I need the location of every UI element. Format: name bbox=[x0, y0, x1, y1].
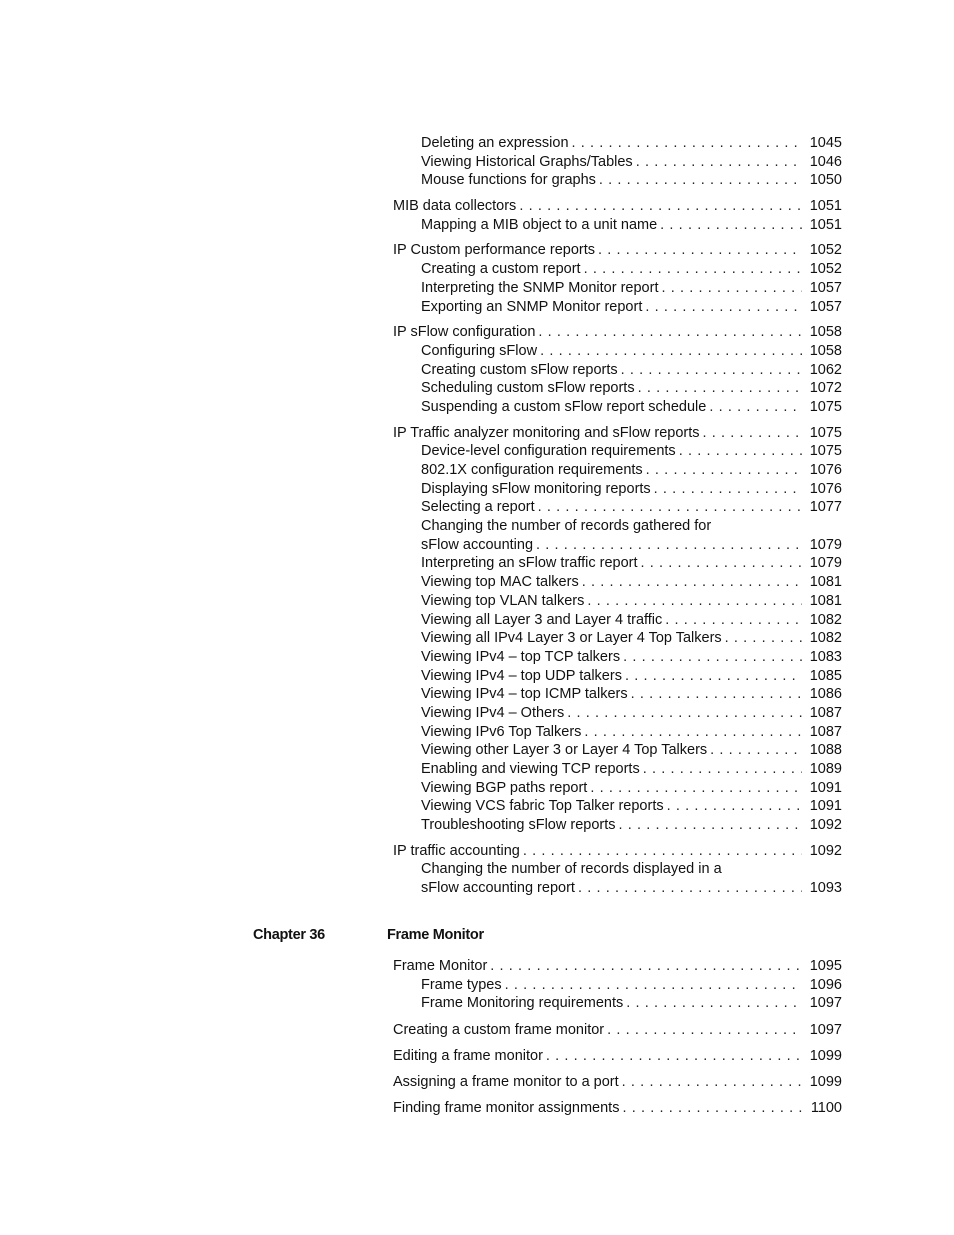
dot-leader bbox=[641, 554, 802, 573]
toc-entry-title[interactable]: Viewing IPv6 Top Talkers bbox=[421, 723, 582, 740]
dot-leader bbox=[643, 760, 802, 779]
toc-page-number[interactable]: 1079 bbox=[809, 536, 842, 553]
toc-entry-title-wrapped-line[interactable]: Changing the number of records gathered for bbox=[421, 518, 712, 535]
toc-page-number[interactable]: 1045 bbox=[809, 135, 842, 151]
toc-entry-title[interactable]: Mouse functions for graphs bbox=[421, 172, 596, 189]
toc-entry-title[interactable]: Viewing all IPv4 Layer 3 or Layer 4 Top Talkers bbox=[421, 630, 722, 647]
chapter-title[interactable]: Frame Monitor bbox=[387, 927, 484, 943]
toc-page-number[interactable]: 1057 bbox=[809, 279, 842, 296]
toc-entry-title[interactable]: Creating custom sFlow reports bbox=[421, 361, 618, 378]
dot-leader bbox=[660, 216, 802, 235]
toc-page-number[interactable]: 1075 bbox=[809, 443, 842, 460]
toc-page-number[interactable]: 1075 bbox=[809, 424, 842, 441]
toc-page-number[interactable]: 1052 bbox=[809, 261, 842, 278]
toc-subentry[interactable] bbox=[393, 723, 842, 742]
toc-page-number[interactable]: 1097 bbox=[809, 995, 842, 1012]
toc-subentry[interactable] bbox=[393, 153, 842, 172]
toc-subentry[interactable] bbox=[393, 592, 842, 611]
dot-leader bbox=[567, 704, 802, 723]
toc-entry-title[interactable]: Viewing BGP paths report bbox=[421, 779, 588, 796]
toc-subentry[interactable] bbox=[393, 976, 842, 995]
toc-subentry[interactable] bbox=[393, 134, 842, 153]
toc-entry[interactable] bbox=[393, 424, 842, 443]
dot-leader bbox=[665, 611, 802, 630]
toc-page-number[interactable]: 1087 bbox=[809, 704, 842, 721]
dot-leader bbox=[646, 461, 802, 480]
toc-page-number[interactable]: 1050 bbox=[809, 172, 842, 189]
toc-entry-title[interactable]: Viewing IPv4 – top UDP talkers bbox=[421, 667, 622, 684]
toc-entry-title[interactable]: Scheduling custom sFlow reports bbox=[421, 380, 635, 397]
dot-leader bbox=[703, 424, 802, 443]
toc-subentry[interactable] bbox=[393, 648, 842, 667]
toc-entry-title[interactable]: Selecting a report bbox=[421, 499, 535, 516]
toc-page-number[interactable]: 1085 bbox=[809, 667, 842, 684]
toc-subentry[interactable] bbox=[393, 704, 842, 723]
toc-subentry[interactable] bbox=[393, 741, 842, 760]
toc-page-number[interactable]: 1091 bbox=[809, 779, 842, 796]
toc-subentry[interactable] bbox=[393, 171, 842, 190]
dot-leader bbox=[631, 685, 802, 704]
toc-subentry[interactable] bbox=[393, 260, 842, 279]
dot-leader bbox=[505, 976, 802, 995]
toc-group bbox=[393, 134, 842, 190]
toc-subentry[interactable] bbox=[393, 461, 842, 480]
toc-entry-title[interactable]: Enabling and viewing TCP reports bbox=[421, 761, 640, 777]
toc-entry-title[interactable]: Creating a custom frame monitor bbox=[393, 1021, 605, 1038]
toc-entry[interactable] bbox=[393, 1047, 842, 1066]
toc-entry-title[interactable]: Interpreting the SNMP Monitor report bbox=[421, 279, 659, 296]
toc-entry-title[interactable]: Troubleshooting sFlow reports bbox=[421, 817, 616, 834]
toc-entry-title[interactable]: IP Traffic analyzer monitoring and sFlow reports bbox=[393, 424, 700, 441]
toc-entry-title[interactable]: 802.1X configuration requirements bbox=[421, 462, 643, 478]
toc-group bbox=[393, 424, 842, 835]
dot-leader bbox=[626, 994, 802, 1013]
toc-page-number[interactable]: 1051 bbox=[809, 216, 842, 233]
toc-page-number[interactable]: 1057 bbox=[809, 298, 842, 315]
toc-entry-title[interactable]: Viewing all Layer 3 and Layer 4 traffic bbox=[421, 611, 663, 628]
toc-group bbox=[393, 197, 842, 234]
toc-entry-title[interactable]: Frame types bbox=[421, 976, 502, 993]
toc-group bbox=[393, 323, 842, 416]
toc-entry-title[interactable]: IP sFlow configuration bbox=[393, 324, 536, 341]
toc-entry-title[interactable]: sFlow accounting report bbox=[421, 880, 575, 897]
dot-leader bbox=[619, 816, 803, 835]
dot-leader bbox=[538, 498, 802, 517]
toc-subentry[interactable] bbox=[393, 361, 842, 380]
toc-entry-title[interactable]: Viewing top MAC talkers bbox=[421, 574, 579, 591]
dot-leader bbox=[623, 648, 802, 667]
toc-page-number[interactable]: 1097 bbox=[809, 1021, 842, 1038]
dot-leader bbox=[621, 361, 802, 380]
toc-entry-title[interactable]: Editing a frame monitor bbox=[393, 1047, 543, 1064]
dot-leader bbox=[638, 379, 802, 398]
dot-leader bbox=[710, 741, 802, 760]
toc-subentry[interactable] bbox=[393, 797, 842, 816]
toc-subentry[interactable] bbox=[393, 554, 842, 573]
toc-page-number[interactable]: 1081 bbox=[809, 574, 842, 591]
toc-page-number[interactable]: 1082 bbox=[809, 611, 842, 628]
toc-entry-title[interactable]: Mapping a MIB object to a unit name bbox=[421, 216, 658, 233]
toc-group bbox=[393, 1099, 842, 1118]
toc-page-number[interactable]: 1077 bbox=[809, 499, 842, 516]
toc-subentry[interactable] bbox=[393, 779, 842, 798]
toc-group bbox=[393, 957, 842, 1013]
toc-page-number[interactable]: 1093 bbox=[809, 880, 842, 897]
toc-subentry[interactable] bbox=[393, 342, 842, 361]
toc-entry-title[interactable]: sFlow accounting bbox=[421, 536, 534, 553]
toc-subentry[interactable] bbox=[393, 816, 842, 835]
dot-leader bbox=[490, 957, 802, 976]
toc-section-chapter-36 bbox=[393, 957, 842, 1125]
toc-group bbox=[393, 1047, 842, 1066]
toc-entry-title[interactable]: Viewing IPv4 – Others bbox=[421, 704, 565, 721]
toc-entry-title[interactable]: Finding frame monitor assignments bbox=[393, 1100, 620, 1117]
toc-page-number[interactable]: 1099 bbox=[809, 1073, 842, 1090]
toc-page-number[interactable]: 1092 bbox=[809, 842, 842, 859]
toc-page-number[interactable]: 1046 bbox=[809, 153, 842, 170]
toc-page-number[interactable]: 1052 bbox=[809, 242, 842, 259]
toc-entry-title[interactable]: Assigning a frame monitor to a port bbox=[393, 1073, 619, 1090]
toc-subentry[interactable] bbox=[393, 879, 842, 898]
dot-leader bbox=[572, 134, 802, 153]
toc-page-number[interactable]: 1058 bbox=[809, 342, 842, 359]
toc-entry-title[interactable]: Creating a custom report bbox=[421, 261, 581, 278]
dot-leader bbox=[590, 779, 802, 798]
toc-entry-title[interactable]: IP traffic accounting bbox=[393, 842, 520, 859]
toc-page-number[interactable]: 1058 bbox=[809, 324, 842, 341]
toc-page-number[interactable]: 1072 bbox=[809, 380, 842, 397]
toc-entry-title[interactable]: IP Custom performance reports bbox=[393, 242, 596, 259]
dot-leader bbox=[540, 342, 802, 361]
toc-entry-title[interactable]: Viewing VCS fabric Top Talker reports bbox=[421, 798, 664, 815]
dot-leader bbox=[661, 279, 802, 298]
dot-leader bbox=[625, 667, 802, 686]
toc-entry-title[interactable]: Exporting an SNMP Monitor report bbox=[421, 298, 643, 315]
toc-subentry[interactable] bbox=[393, 279, 842, 298]
dot-leader bbox=[584, 260, 802, 279]
toc-subentry[interactable] bbox=[393, 379, 842, 398]
toc-entry[interactable] bbox=[393, 957, 842, 976]
toc-group bbox=[393, 241, 842, 316]
toc-entry[interactable] bbox=[393, 323, 842, 342]
toc-subentry[interactable] bbox=[393, 442, 842, 461]
toc-entry[interactable] bbox=[393, 197, 842, 216]
dot-leader bbox=[538, 323, 802, 342]
toc-entry-title-wrapped-line[interactable]: Changing the number of records displayed in a bbox=[421, 861, 722, 878]
toc-page-number[interactable]: 1082 bbox=[809, 630, 842, 647]
toc-subentry[interactable] bbox=[393, 216, 842, 235]
toc-entry[interactable] bbox=[393, 1073, 842, 1092]
toc-entry[interactable] bbox=[393, 241, 842, 260]
dot-leader bbox=[636, 153, 802, 172]
toc-entry-title[interactable]: Suspending a custom sFlow report schedule bbox=[421, 398, 707, 415]
toc-subentry[interactable] bbox=[393, 685, 842, 704]
dot-leader bbox=[709, 398, 802, 417]
dot-leader bbox=[519, 197, 802, 216]
toc-page-number[interactable]: 1086 bbox=[809, 686, 842, 703]
toc-subentry[interactable] bbox=[393, 760, 842, 779]
chapter-label: Chapter 36 bbox=[253, 927, 325, 943]
toc-entry-title[interactable]: Viewing Historical Graphs/Tables bbox=[421, 153, 633, 170]
toc-subentry[interactable] bbox=[393, 629, 842, 648]
toc-page-number[interactable]: 1100 bbox=[810, 1100, 842, 1117]
toc-page-number[interactable]: 1096 bbox=[809, 976, 842, 993]
toc-page-number[interactable]: 1092 bbox=[809, 817, 842, 834]
dot-leader bbox=[679, 442, 802, 461]
toc-subentry[interactable] bbox=[393, 994, 842, 1013]
dot-leader bbox=[725, 629, 802, 648]
toc-entry-title[interactable]: Displaying sFlow monitoring reports bbox=[421, 480, 651, 497]
dot-leader bbox=[607, 1021, 802, 1040]
toc-entry-title[interactable]: Interpreting an sFlow traffic report bbox=[421, 555, 638, 572]
toc-entry-title[interactable]: Viewing top VLAN talkers bbox=[421, 592, 585, 609]
toc-page-number[interactable]: 1099 bbox=[809, 1047, 842, 1064]
toc-page-number[interactable]: 1095 bbox=[809, 958, 842, 974]
toc-subentry[interactable] bbox=[393, 298, 842, 317]
toc-group bbox=[393, 1021, 842, 1040]
toc-entry-title[interactable]: Device-level configuration requirements bbox=[421, 443, 676, 460]
toc-subentry[interactable] bbox=[393, 498, 842, 517]
dot-leader bbox=[582, 573, 802, 592]
toc-page-number[interactable]: 1088 bbox=[809, 742, 842, 759]
chapter-heading bbox=[253, 927, 853, 947]
dot-leader bbox=[622, 1099, 802, 1118]
dot-leader bbox=[584, 723, 802, 742]
dot-leader bbox=[523, 842, 802, 861]
toc-page-number[interactable]: 1062 bbox=[809, 361, 842, 378]
toc-page-number[interactable]: 1076 bbox=[809, 462, 842, 478]
dot-leader bbox=[667, 797, 802, 816]
toc-subentry[interactable] bbox=[393, 480, 842, 499]
toc-entry-title[interactable]: Viewing other Layer 3 or Layer 4 Top Talkers bbox=[421, 742, 708, 759]
dot-leader bbox=[546, 1047, 802, 1066]
toc-subentry[interactable] bbox=[393, 536, 842, 555]
toc-subentry[interactable] bbox=[393, 398, 842, 417]
toc-page-number[interactable]: 1076 bbox=[809, 480, 842, 497]
toc-entry[interactable] bbox=[393, 842, 842, 861]
toc-entry-title[interactable]: Frame Monitor bbox=[393, 958, 488, 974]
toc-page-number[interactable]: 1091 bbox=[809, 798, 842, 815]
toc-page-number[interactable]: 1083 bbox=[809, 648, 842, 665]
toc-entry-title[interactable]: Viewing IPv4 – top TCP talkers bbox=[421, 648, 621, 665]
dot-leader bbox=[599, 171, 802, 190]
toc-entry-title[interactable]: Configuring sFlow bbox=[421, 342, 538, 359]
toc-entry-title[interactable]: MIB data collectors bbox=[393, 198, 517, 215]
dot-leader bbox=[645, 298, 802, 317]
toc-subentry[interactable] bbox=[393, 611, 842, 630]
toc-page-number[interactable]: 1087 bbox=[809, 723, 842, 740]
dot-leader bbox=[578, 879, 802, 898]
toc-section-main bbox=[393, 134, 842, 905]
dot-leader bbox=[587, 592, 802, 611]
toc-entry[interactable] bbox=[393, 1099, 842, 1118]
toc-group bbox=[393, 1073, 842, 1092]
dot-leader bbox=[622, 1073, 802, 1092]
dot-leader bbox=[598, 241, 802, 260]
toc-page-number[interactable]: 1075 bbox=[809, 398, 842, 415]
toc-subentry[interactable] bbox=[393, 573, 842, 592]
toc-subentry[interactable] bbox=[393, 667, 842, 686]
toc-entry[interactable] bbox=[393, 1021, 842, 1040]
toc-page-number[interactable]: 1051 bbox=[809, 198, 842, 215]
toc-page-number[interactable]: 1081 bbox=[809, 592, 842, 609]
toc-entry-title[interactable]: Deleting an expression bbox=[421, 135, 569, 151]
toc-entry-title[interactable]: Viewing IPv4 – top ICMP talkers bbox=[421, 686, 628, 703]
toc-group bbox=[393, 842, 842, 898]
toc-page-number[interactable]: 1079 bbox=[809, 555, 842, 572]
dot-leader bbox=[536, 536, 802, 555]
toc-page-number[interactable]: 1089 bbox=[809, 761, 842, 777]
dot-leader bbox=[654, 480, 802, 499]
toc-entry-title[interactable]: Frame Monitoring requirements bbox=[421, 995, 624, 1012]
